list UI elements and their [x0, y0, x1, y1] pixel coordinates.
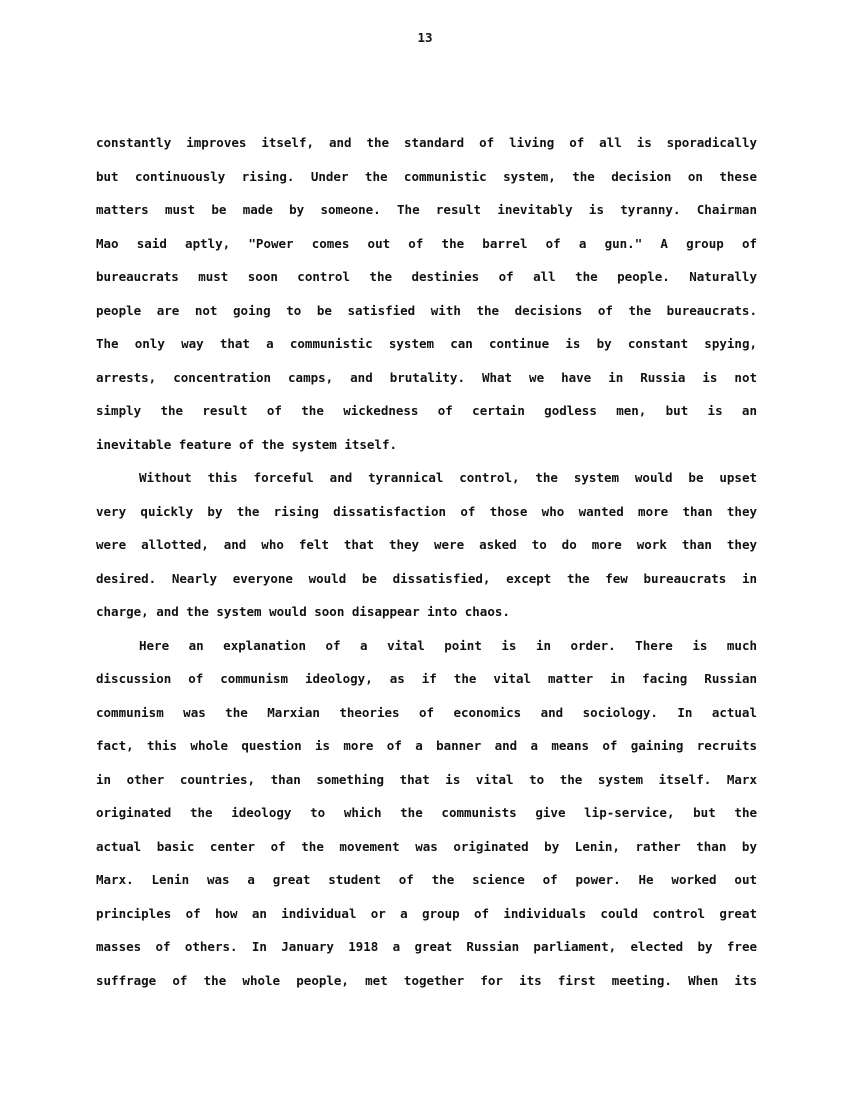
- paragraph-3: [96, 629, 757, 998]
- text-line: charge, and the system would soon disappear into chaos.: [96, 604, 510, 619]
- text-line: inevitable feature of the system itself.: [96, 436, 398, 452]
- text-line: discussion of communism ideology, as if the vital matter in facing Russian: [96, 671, 757, 686]
- text-line: fact, this whole question is more of a banner and a means of gaining recruits: [96, 738, 757, 753]
- text-line: Marx. Lenin was a great student of the science of power. He worked out: [96, 872, 757, 887]
- text-line: actual basic center of the movement was originated by Lenin, rather than by: [96, 838, 757, 854]
- text-line: communism was the Marxian theories of economics and sociology. In actual: [96, 704, 757, 720]
- text-line: very quickly by the rising dissatisfaction of those who wanted more than they: [96, 503, 757, 519]
- text-line: desired. Nearly everyone would be dissatisfied, except the few bureaucrats in: [96, 570, 757, 586]
- body-text: [96, 126, 757, 997]
- text-line: originated the ideology to which the communists give lip-service, but the: [96, 805, 757, 820]
- paragraph-2: [96, 461, 757, 629]
- text-line: but continuously rising. Under the communistic system, the decision on these: [96, 168, 757, 184]
- page-number: 13: [417, 30, 433, 45]
- text-line: Mao said aptly, "Power comes out of the barrel of a gun." A group of: [96, 235, 757, 251]
- text-line: bureaucrats must soon control the destinies of all the people. Naturally: [96, 269, 757, 284]
- text-line: The only way that a communistic system can continue is by constant spying,: [96, 336, 757, 351]
- text-line: simply the result of the wickedness of certain godless men, but is an: [96, 403, 757, 418]
- text-line: suffrage of the whole people, met together for its first meeting. When its: [96, 972, 757, 988]
- text-line: Without this forceful and tyrannical control, the system would be upset: [139, 470, 757, 485]
- text-line: masses of others. In January 1918 a great Russian parliament, elected by free: [96, 939, 757, 954]
- text-line: were allotted, and who felt that they were asked to do more work than they: [96, 537, 757, 552]
- text-line: principles of how an individual or a group of individuals could control great: [96, 905, 757, 921]
- text-line: in other countries, than something that is vital to the system itself. Marx: [96, 771, 757, 787]
- text-line: Here an explanation of a vital point is in order. There is much: [139, 637, 757, 653]
- text-line: arrests, concentration camps, and brutality. What we have in Russia is not: [96, 369, 757, 385]
- text-line: matters must be made by someone. The result inevitably is tyranny. Chairman: [96, 202, 757, 217]
- text-line: constantly improves itself, and the standard of living of all is sporadically: [96, 135, 757, 150]
- paragraph-1: [96, 126, 757, 461]
- text-line: people are not going to be satisfied with the decisions of the bureaucrats.: [96, 302, 757, 318]
